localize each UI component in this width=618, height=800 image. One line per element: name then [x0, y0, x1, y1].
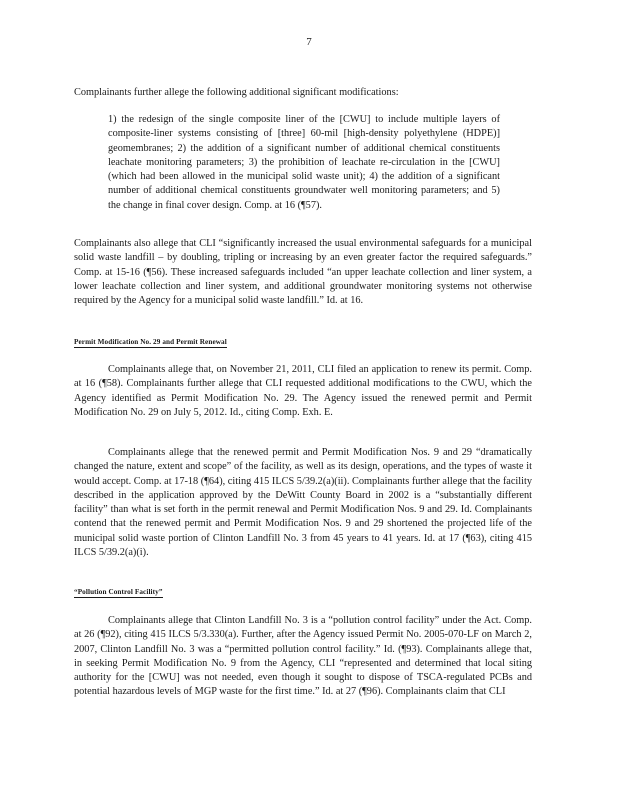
- section-heading-permit-renewal: [74, 338, 227, 348]
- renewal-paragraph: Complainants allege that, on November 21, 2011, CLI filed an application to renew its permit. Comp. at 16 (¶58). Complainants further allege that CLI requested additional modifications to the CWU, which the Agency identified as Permit Modification No. 29. The Agency issued the renewed permit and Permit Modification No. 29 on July 5, 2012. Id., citing Comp. Exh. E.: [74, 364, 532, 418]
- intro-paragraph: Complainants further allege the following additional significant modifications:: [74, 87, 399, 98]
- page-number: 7: [306, 36, 312, 48]
- block-quote: 1) the redesign of the single composite liner of the [CWU] to include multiple layers of composite-liner systems consisting of [three] 60-mil [high-density polyethylene (HDPE)] geomembranes; 2) the addition of a significant number of additional chemical constituents leachate monitoring parameters; 3) the prohibition of leachate re-circulation in the [CWU] (which had been allowed in the municipal solid waste unit); 4) the addition of a significant number of additional chemical constituents groundwater well monitoring parameters; and 5) the change in final cover design. Comp. at 16 (¶57).: [108, 114, 500, 211]
- section-heading-text: “Pollution Control Facility”: [74, 588, 163, 596]
- pollution-control-paragraph: Complainants allege that Clinton Landfill No. 3 is a “pollution control facility” under the Act. Comp. at 26 (¶92), citing 415 ILCS 5/3.330(a). Further, after the Agency issued Permit No. 2005-070-LF on March 2, 2007, Clinton Landfill No. 3 was a “permitted pollution control facility.” Id. (¶93). Complainants allege that, in seeking Permit Modification No. 9 from the Agency, CLI “represented and determined that local siting authority for the [CWU] was not needed, even though it sought to dispose of TSCA-regulated PCBs and potential hazardous levels of MGP waste for the first time.” Id. at 27 (¶96). Complainants claim that CLI: [74, 615, 532, 698]
- heading-underline: [74, 347, 227, 348]
- section-heading-pollution-control: [74, 588, 163, 598]
- safeguards-paragraph: Complainants also allege that CLI “significantly increased the usual environmental safeguards for a municipal solid waste landfill – by doubling, tripling or increasing by an even greater factor the required safeguards.” Comp. at 15-16 (¶56). These increased safeguards included “an upper leachate collection and liner system, a lower leachate collection and liner system, and additional groundwater monitoring systems not otherwise required by the Agency for a municipal solid waste landfill.” Id. at 16.: [74, 238, 532, 307]
- dramatic-change-paragraph: Complainants allege that the renewed permit and Permit Modification Nos. 9 and 29 “dramatically changed the nature, extent and scope” of the facility, as well as its design, operations, and the types of waste it would accept. Comp. at 17-18 (¶64), citing 415 ILCS 5/39.2(a)(ii). Complainants further allege that the facility described in the application approved by the DeWitt County Board in 2002 is a “substantially different facility” than what is set forth in the permit renewal and Permit Modification Nos. 9 and 29. Id. Complainants contend that the renewed permit and Permit Modification Nos. 9 and 29 shortened the projected life of the municipal solid waste portion of Clinton Landfill No. 3 from 45 years to 41 years. Id. at 17 (¶63), citing 415 ILCS 5/39.2(a)(i).: [74, 447, 532, 559]
- section-heading-text: Permit Modification No. 29 and Permit Renewal: [74, 338, 227, 346]
- heading-underline: [74, 597, 163, 598]
